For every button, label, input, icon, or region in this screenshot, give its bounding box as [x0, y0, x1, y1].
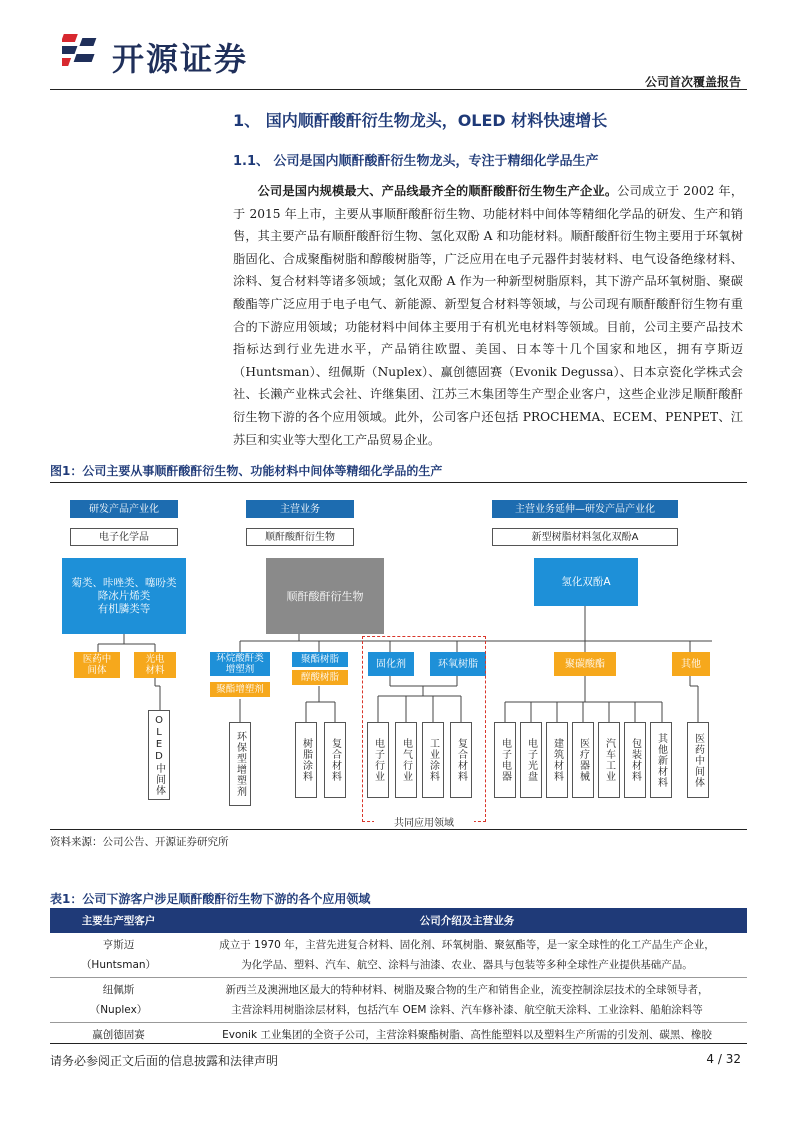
subsection-title: 1.1、 公司是国内顺酐酸酐衍生物龙头，专注于精细化学品生产 [233, 154, 599, 169]
client-name: 赢创德固赛 [92, 1029, 145, 1041]
node-polycarbonate: 聚碳酸酯 [554, 652, 616, 676]
leaf-medical-device: 医疗器械 [572, 722, 594, 798]
body-paragraph [233, 180, 743, 451]
description-line: 主营涂料用树脂涂层材料，包括汽车 OEM 涂料、汽车修补漆、航空航天涂料、工业涂料、船舶涂料等 [231, 1004, 703, 1016]
table-header-row [50, 908, 747, 933]
figure-bottom-rule [50, 829, 747, 830]
leaf-med-intermediate: 医药中间体 [687, 722, 709, 798]
box-anhydride-derivatives: 顺酐酸酐衍生物 [266, 558, 384, 634]
clients-table [50, 908, 747, 1047]
client-name: 亨斯迈 [102, 939, 135, 951]
client-alias: （Nuplex） [89, 1004, 148, 1016]
node-opto-materials [134, 652, 176, 678]
node-alkyd-resin: 醇酸树脂 [292, 670, 348, 685]
node-polyester-plasticizer: 聚酯增塑剂 [210, 682, 270, 697]
description-line: 成立于 1970 年，主营先进复合材料、固化剂、环氧树脂、聚氨酯等，是一家全球性的化工产品生产企业， [219, 939, 715, 951]
client-cell [50, 978, 187, 1023]
node-curing-agent: 固化剂 [368, 652, 414, 676]
node-cyclic-anhydride-plasticizer [210, 652, 270, 676]
node-other: 其他 [672, 652, 710, 676]
node-cyclic-anhydride-text: 环烷酸酐类增塑剂 [216, 653, 264, 675]
leaf-composite-1: 复合材料 [324, 722, 346, 798]
node-med-intermediate [74, 652, 120, 678]
leaf-electronic-disc: 电子光盘 [520, 722, 542, 798]
leaf-other-new-material: 其他新材料 [650, 722, 672, 798]
label-hbpa: 新型树脂材料氢化双酚A [492, 528, 678, 546]
col-header-description: 公司介绍及主营业务 [187, 908, 747, 933]
leaf-building-material: 建筑材料 [546, 722, 568, 798]
footer-divider [50, 1043, 747, 1044]
node-polyester-resin: 聚酯树脂 [292, 652, 348, 667]
leaf-oled-intermediate: OLED中间体 [148, 710, 170, 800]
description-cell [187, 978, 747, 1023]
description-line: Evonik 工业集团的全资子公司，主营涂料聚酯树脂、高性能塑料以及塑料生产所需的引发剂、碳黑、橡胶 [222, 1029, 712, 1041]
client-cell [50, 933, 187, 978]
leaf-packaging: 包装材料 [624, 722, 646, 798]
box-electronic-chemical-types [62, 558, 186, 634]
leaf-composite-2: 复合材料 [450, 722, 472, 798]
leaf-electronic-appliance: 电子电器 [494, 722, 516, 798]
electronic-chemical-types-text: 菊类、咔唑类、噻吩类 降冰片烯类 有机膦类等 [71, 576, 177, 615]
header-business-extension: 主营业务延伸—研发产品产业化 [492, 500, 678, 518]
label-anhydride-derivatives: 顺酐酸酐衍生物 [246, 528, 354, 546]
node-epoxy-resin: 环氧树脂 [430, 652, 486, 676]
client-name: 纽佩斯 [102, 984, 135, 996]
leaf-industrial-coating: 工业涂料 [422, 722, 444, 798]
page-number: 4 / 32 [706, 1052, 741, 1066]
paragraph-body: 公司成立于 2002 年，于 2015 年上市，主要从事顺酐酸酐衍生物、功能材料中间体等精细化学品的研发、生产和销售，其主要产品有顺酐酸酐衍生物、氢化双酚 A 和功能材料。顺酐酸酐衍生物主要用于环氧树脂固化、合成聚酯树脂和醇酸树脂等，广泛应用在电子元器件封装材料、电气设备绝缘材料、涂料、复合材料等诸多领域；氢化双酚 A 作为一种新型树脂原料，其下游产品环氧树脂、聚碳酸酯等广泛应用于电子电气、新能源、新型复合材料等领域，与公司现有顺酐酸酐衍生物有重合的下游应用领域；功能材料中间体主要用于有机光电材料等领域。目前，公司主要产品技术指标达到行业先进水平，产品销往欧盟、美国、日本等十几个国家和地区，拥有亨斯迈（Huntsman）、纽佩斯（Nuplex）、赢创德固赛（Evonik Degussa）、日本京瓷化学株式会社、长濑产业株式会社、许继集团、江苏三木集团等生产型企业客户，这些企业涉足顺酐酸酐衍生物下游的各个应用领域。此外，公司客户还包括 PROCHEMA、ECEM、PENPET、江苏巨和实业等大型化工产品贸易企业。 [233, 184, 744, 447]
description-line: 新西兰及澳洲地区最大的特种材料、树脂及聚合物的生产和销售企业，流变控制涂层技术的全球领导者， [225, 984, 709, 996]
description-line: 为化学品、塑料、汽车、航空、涂料与油漆、农业、器具与包装等多种全球性产业提供基础产品。 [241, 959, 693, 971]
section-title: 1、 国内顺酐酸酐衍生物龙头，OLED 材料快速增长 [233, 111, 608, 130]
table-row [50, 978, 747, 1023]
client-alias: （Huntsman） [80, 959, 157, 971]
leaf-electronics: 电子行业 [367, 722, 389, 798]
leaf-eco-plasticizer: 环保型增塑剂 [229, 722, 251, 806]
logo-text: 开源证券 [112, 40, 249, 78]
logo-mark-icon [62, 28, 108, 74]
leaf-automotive: 汽车工业 [598, 722, 620, 798]
node-med-intermediate-text: 医药中间体 [82, 654, 112, 676]
table-title: 表1：公司下游客户涉足顺酐酸酐衍生物下游的各个应用领域 [50, 892, 371, 906]
leaf-electrical: 电气行业 [395, 722, 417, 798]
paragraph-lead: 公司是国内规模最大、产品线最齐全的顺酐酸酐衍生物生产企业。 [257, 184, 618, 198]
col-header-client: 主要生产型客户 [50, 908, 187, 933]
figure-source: 资料来源：公司公告、开源证券研究所 [50, 836, 229, 848]
table-row [50, 933, 747, 978]
label-common-area: 共同应用领域 [374, 814, 474, 832]
description-cell [187, 933, 747, 978]
box-hbpa: 氢化双酚A [534, 558, 638, 606]
report-type: 公司首次覆盖报告 [644, 75, 741, 89]
header-main-business: 主营业务 [246, 500, 354, 518]
business-diagram [50, 486, 747, 828]
figure-title: 图1：公司主要从事顺酐酸酐衍生物、功能材料中间体等精细化学品的生产 [50, 464, 443, 478]
label-electronic-chemicals: 电子化学品 [70, 528, 178, 546]
figure-top-rule [50, 482, 747, 483]
header-divider [50, 89, 747, 90]
footer-disclaimer: 请务必参阅正文后面的信息披露和法律声明 [50, 1054, 279, 1068]
node-opto-materials-text: 光电材料 [145, 654, 165, 676]
header-rd-industrialization: 研发产品产业化 [70, 500, 178, 518]
leaf-resin-coating: 树脂涂料 [295, 722, 317, 798]
brand-logo [62, 28, 108, 74]
